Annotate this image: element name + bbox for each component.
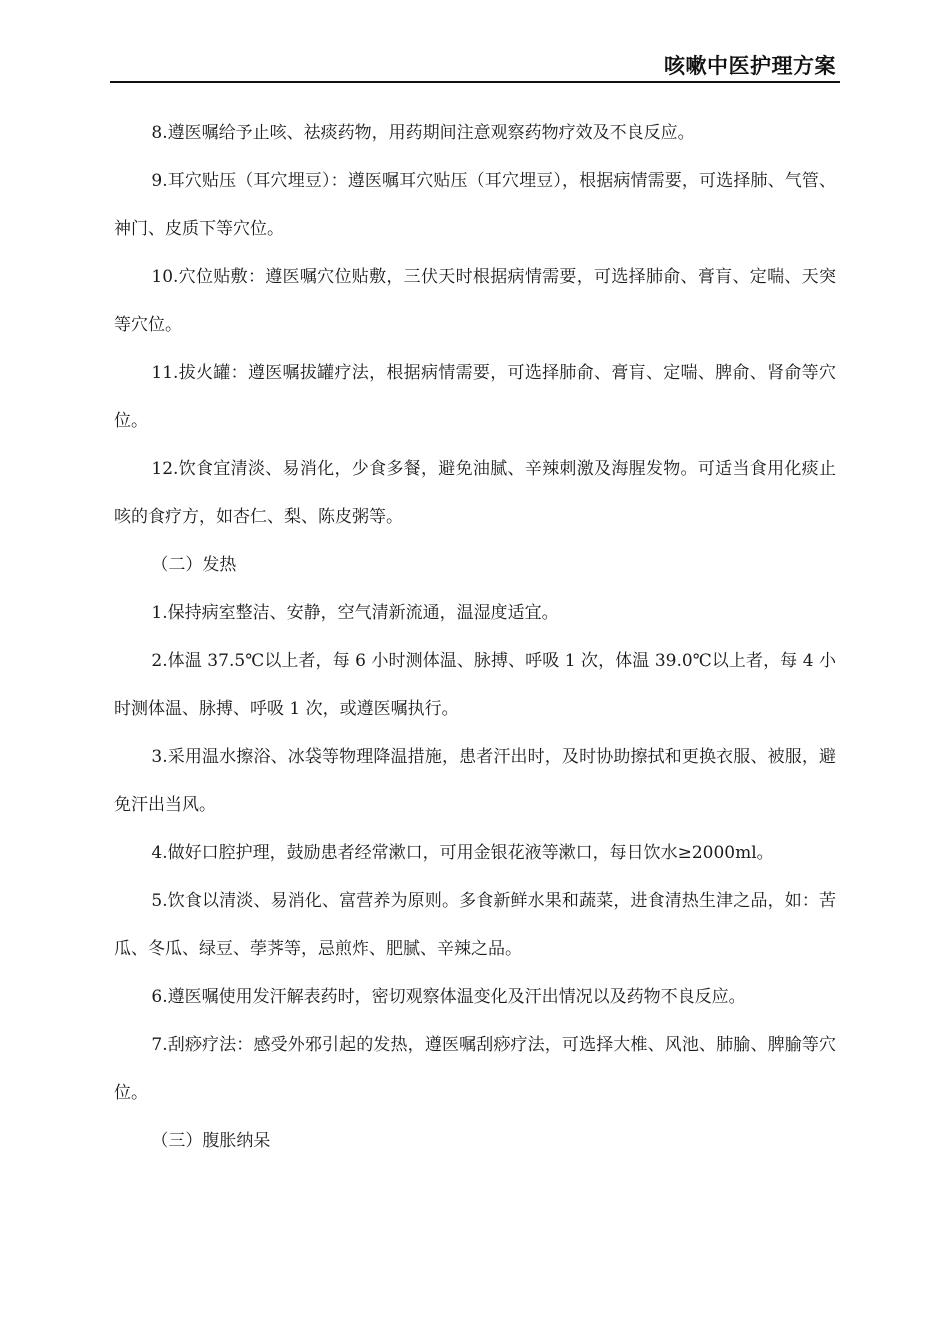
- fever-item-2: 2.体温 37.5℃以上者，每 6 小时测体温、脉搏、呼吸 1 次，体温 39.0℃以上者，每 4 小时测体温、脉搏、呼吸 1 次，或遵医嘱执行。: [114, 651, 836, 719]
- fever-item-7: 7.刮痧疗法：感受外邪引起的发热，遵医嘱刮痧疗法，可选择大椎、风池、肺腧、脾腧等穴位。: [114, 1035, 836, 1103]
- fever-item-1: 1.保持病室整洁、安静，空气清新流通，温湿度适宜。: [151, 603, 559, 623]
- document-header-title: 咳嗽中医护理方案: [664, 54, 836, 78]
- fever-item-4: 4.做好口腔护理，鼓励患者经常漱口，可用金银花液等漱口，每日饮水≥2000ml。: [151, 843, 774, 863]
- section-heading-bloating: （三）腹胀纳呆: [151, 1131, 271, 1151]
- paragraph-item-11: 11.拔火罐：遵医嘱拔罐疗法，根据病情需要，可选择肺俞、膏肓、定喘、脾俞、肾俞等穴位。: [114, 363, 836, 431]
- fever-item-3: 3.采用温水擦浴、冰袋等物理降温措施，患者汗出时，及时协助擦拭和更换衣服、被服，避免汗出当风。: [114, 747, 836, 815]
- paragraph-item-12: 12.饮食宜清淡、易消化，少食多餐，避免油腻、辛辣刺激及海腥发物。可适当食用化痰止咳的食疗方，如杏仁、梨、陈皮粥等。: [114, 459, 836, 527]
- paragraph-item-8: 8.遵医嘱给予止咳、祛痰药物，用药期间注意观察药物疗效及不良反应。: [151, 123, 695, 143]
- paragraph-item-10: 10.穴位贴敷：遵医嘱穴位贴敷，三伏天时根据病情需要，可选择肺俞、膏肓、定喘、天突等穴位。: [114, 267, 836, 335]
- fever-item-5: 5.饮食以清淡、易消化、富营养为原则。多食新鲜水果和蔬菜，进食清热生津之品，如：苦瓜、冬瓜、绿豆、荸荠等，忌煎炸、肥腻、辛辣之品。: [114, 891, 836, 959]
- paragraph-item-9: 9.耳穴贴压（耳穴埋豆）：遵医嘱耳穴贴压（耳穴埋豆），根据病情需要，可选择肺、气管、神门、皮质下等穴位。: [114, 171, 836, 239]
- section-heading-fever: （二）发热: [151, 555, 237, 575]
- header-divider: [110, 81, 840, 83]
- fever-item-6: 6.遵医嘱使用发汗解表药时，密切观察体温变化及汗出情况以及药物不良反应。: [151, 987, 746, 1007]
- document-body: [114, 109, 836, 1165]
